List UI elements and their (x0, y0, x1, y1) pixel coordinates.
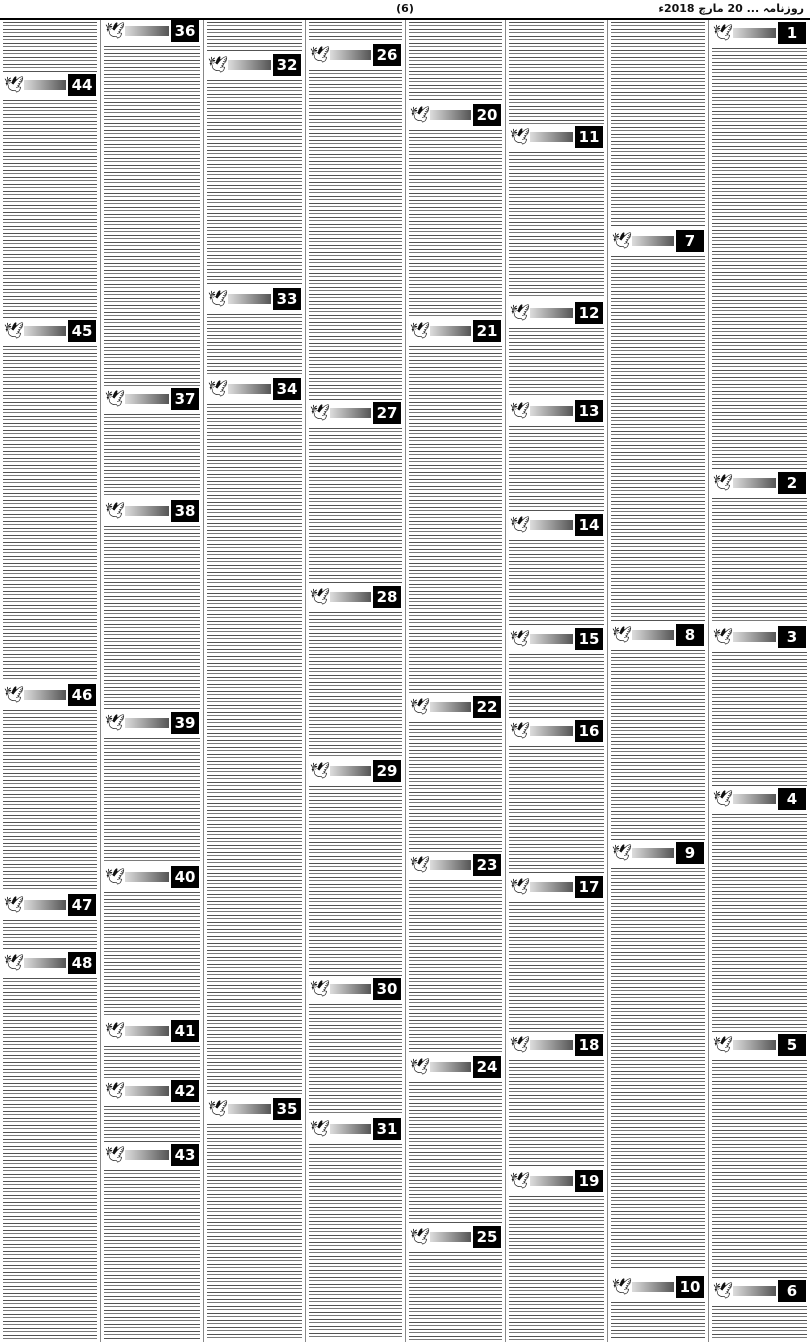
question-number: 30 (373, 978, 401, 1000)
question-number: 23 (473, 854, 501, 876)
question-number: 29 (373, 760, 401, 782)
answer-text (712, 814, 807, 1032)
heading-gradient-bar (733, 794, 776, 804)
question-heading (408, 1226, 503, 1250)
question-heading (103, 1080, 201, 1104)
column-6 (204, 20, 305, 1342)
answer-text (712, 498, 807, 624)
question-number: 4 (778, 788, 806, 810)
question-number: 15 (575, 628, 603, 650)
question-heading (206, 54, 303, 78)
bird-icon: 🕊 (208, 289, 229, 308)
answer-text (509, 746, 604, 874)
question-heading (2, 74, 98, 98)
question-number: 2 (778, 472, 806, 494)
question-number: 21 (473, 320, 501, 342)
bird-icon: 🕊 (410, 321, 431, 340)
bird-icon: 🕊 (510, 515, 531, 534)
answer-text (409, 1082, 502, 1224)
answer-text (509, 1060, 604, 1168)
heading-gradient-bar (330, 766, 371, 776)
answer-text (409, 1252, 502, 1340)
answer-text (611, 1302, 705, 1340)
question-heading (308, 1118, 403, 1142)
heading-gradient-bar (330, 592, 371, 602)
bird-icon: 🕊 (105, 867, 126, 886)
question-heading (508, 126, 605, 150)
answer-text (712, 1060, 807, 1278)
bird-icon: 🕊 (4, 953, 25, 972)
page-number: (6) (396, 2, 414, 15)
answer-text (3, 978, 97, 1340)
answer-text (409, 130, 502, 318)
heading-gradient-bar (24, 690, 66, 700)
answer-text (409, 880, 502, 1054)
answer-text (309, 1144, 402, 1340)
bird-icon: 🕊 (713, 1281, 734, 1300)
question-heading (206, 288, 303, 312)
heading-gradient-bar (125, 26, 169, 36)
date-line: روزنامہ ... 20 مارچ 2018ء (658, 2, 804, 15)
question-heading (103, 866, 201, 890)
heading-gradient-bar (125, 1150, 169, 1160)
heading-gradient-bar (430, 860, 471, 870)
bird-icon: 🕊 (208, 55, 229, 74)
question-number: 24 (473, 1056, 501, 1078)
answer-text (309, 612, 402, 758)
heading-gradient-bar (530, 308, 573, 318)
heading-gradient-bar (430, 1232, 471, 1242)
column-2 (608, 20, 708, 1342)
heading-gradient-bar (430, 1062, 471, 1072)
question-heading (711, 1034, 808, 1058)
bird-icon: 🕊 (105, 21, 126, 40)
question-heading (103, 500, 201, 524)
question-heading (711, 626, 808, 650)
question-number: 27 (373, 402, 401, 424)
bird-icon: 🕊 (612, 625, 633, 644)
answer-text (104, 892, 200, 1018)
bird-icon: 🕊 (4, 895, 25, 914)
answer-text (104, 1170, 200, 1340)
bird-icon: 🕊 (208, 1099, 229, 1118)
question-heading (103, 712, 201, 736)
heading-gradient-bar (125, 506, 169, 516)
answer-text (309, 70, 402, 400)
question-heading (308, 760, 403, 784)
question-heading (610, 230, 706, 254)
question-number: 37 (171, 388, 199, 410)
question-heading (103, 1144, 201, 1168)
answer-text (611, 650, 705, 840)
heading-gradient-bar (125, 718, 169, 728)
heading-gradient-bar (228, 1104, 271, 1114)
bird-icon: 🕊 (510, 877, 531, 896)
question-heading (103, 1020, 201, 1044)
answer-text (309, 786, 402, 976)
question-heading (408, 320, 503, 344)
question-number: 45 (68, 320, 96, 342)
answer-text (712, 1306, 807, 1340)
answer-text (3, 346, 97, 682)
bird-icon: 🕊 (713, 627, 734, 646)
question-heading (508, 302, 605, 326)
heading-gradient-bar (24, 900, 66, 910)
bird-icon: 🕊 (105, 1081, 126, 1100)
question-number: 44 (68, 74, 96, 96)
column-5 (306, 20, 405, 1342)
heading-gradient-bar (530, 634, 573, 644)
bird-icon: 🕊 (208, 379, 229, 398)
heading-gradient-bar (530, 132, 573, 142)
question-heading (308, 978, 403, 1002)
question-number: 41 (171, 1020, 199, 1042)
heading-gradient-bar (632, 630, 674, 640)
question-heading (610, 1276, 706, 1300)
answer-text (104, 738, 200, 864)
question-heading (2, 684, 98, 708)
question-number: 18 (575, 1034, 603, 1056)
heading-gradient-bar (430, 110, 471, 120)
question-heading (610, 624, 706, 648)
answer-text (207, 314, 302, 376)
question-number: 3 (778, 626, 806, 648)
bird-icon: 🕊 (310, 1119, 331, 1138)
question-heading (103, 20, 201, 44)
question-heading (206, 378, 303, 402)
answer-text (207, 404, 302, 1096)
heading-gradient-bar (24, 326, 66, 336)
answer-text (309, 22, 402, 42)
heading-gradient-bar (125, 394, 169, 404)
heading-gradient-bar (24, 958, 66, 968)
answer-text (104, 526, 200, 710)
answer-text (3, 100, 97, 318)
bird-icon: 🕊 (310, 761, 331, 780)
question-heading (508, 876, 605, 900)
answer-text (207, 80, 302, 286)
question-heading (508, 1034, 605, 1058)
question-heading (508, 1170, 605, 1194)
question-heading (2, 952, 98, 976)
question-number: 12 (575, 302, 603, 324)
bird-icon: 🕊 (410, 855, 431, 874)
answer-text (509, 328, 604, 398)
bird-icon: 🕊 (310, 45, 331, 64)
heading-gradient-bar (632, 848, 674, 858)
masthead-strip (0, 0, 810, 20)
heading-gradient-bar (330, 1124, 371, 1134)
heading-gradient-bar (733, 28, 776, 38)
bird-icon: 🕊 (713, 473, 734, 492)
column-7 (101, 20, 203, 1342)
answer-text (3, 22, 97, 72)
heading-gradient-bar (632, 236, 674, 246)
answer-text (409, 22, 502, 102)
heading-gradient-bar (733, 632, 776, 642)
heading-gradient-bar (430, 326, 471, 336)
question-number: 39 (171, 712, 199, 734)
answer-text (3, 710, 97, 892)
bird-icon: 🕊 (105, 713, 126, 732)
question-number: 40 (171, 866, 199, 888)
bird-icon: 🕊 (612, 1277, 633, 1296)
answer-text (509, 22, 604, 124)
question-heading (308, 586, 403, 610)
question-number: 26 (373, 44, 401, 66)
bird-icon: 🕊 (612, 843, 633, 862)
heading-gradient-bar (228, 384, 271, 394)
answer-text (409, 346, 502, 694)
bird-icon: 🕊 (510, 629, 531, 648)
answer-text (611, 22, 705, 228)
answer-text (509, 902, 604, 1032)
heading-gradient-bar (530, 1040, 573, 1050)
answer-text (611, 868, 705, 1268)
heading-gradient-bar (24, 80, 66, 90)
question-heading (408, 696, 503, 720)
question-number: 7 (676, 230, 704, 252)
question-number: 28 (373, 586, 401, 608)
question-heading (308, 44, 403, 68)
bird-icon: 🕊 (510, 721, 531, 740)
heading-gradient-bar (530, 882, 573, 892)
question-number: 16 (575, 720, 603, 742)
heading-gradient-bar (632, 1282, 674, 1292)
answer-text (712, 652, 807, 786)
question-number: 9 (676, 842, 704, 864)
question-number: 20 (473, 104, 501, 126)
answer-text (509, 152, 604, 298)
bird-icon: 🕊 (510, 1035, 531, 1054)
heading-gradient-bar (530, 726, 573, 736)
answer-text (509, 1196, 604, 1340)
question-number: 6 (778, 1280, 806, 1302)
bird-icon: 🕊 (4, 75, 25, 94)
bird-icon: 🕊 (310, 403, 331, 422)
question-number: 13 (575, 400, 603, 422)
column-8 (0, 20, 100, 1342)
question-heading (308, 402, 403, 426)
heading-gradient-bar (125, 872, 169, 882)
heading-gradient-bar (530, 406, 573, 416)
bird-icon: 🕊 (410, 697, 431, 716)
answer-text (409, 722, 502, 852)
heading-gradient-bar (733, 478, 776, 488)
answer-text (104, 46, 200, 386)
question-number: 38 (171, 500, 199, 522)
bird-icon: 🕊 (410, 105, 431, 124)
answer-text (309, 1004, 402, 1116)
bird-icon: 🕊 (310, 587, 331, 606)
question-number: 42 (171, 1080, 199, 1102)
column-4 (406, 20, 505, 1342)
question-number: 36 (171, 20, 199, 42)
bird-icon: 🕊 (105, 1145, 126, 1164)
question-number: 22 (473, 696, 501, 718)
answer-text (3, 920, 97, 950)
question-heading (2, 320, 98, 344)
question-number: 25 (473, 1226, 501, 1248)
question-number: 33 (273, 288, 301, 310)
question-number: 43 (171, 1144, 199, 1166)
question-heading (610, 842, 706, 866)
question-heading (103, 388, 201, 412)
heading-gradient-bar (530, 1176, 573, 1186)
heading-gradient-bar (733, 1286, 776, 1296)
question-number: 14 (575, 514, 603, 536)
column-3 (506, 20, 607, 1342)
question-heading (711, 472, 808, 496)
bird-icon: 🕊 (4, 685, 25, 704)
question-number: 17 (575, 876, 603, 898)
question-number: 1 (778, 22, 806, 44)
heading-gradient-bar (330, 50, 371, 60)
bird-icon: 🕊 (713, 23, 734, 42)
question-heading (508, 400, 605, 424)
question-number: 10 (676, 1276, 704, 1298)
question-number: 35 (273, 1098, 301, 1120)
heading-gradient-bar (228, 294, 271, 304)
bird-icon: 🕊 (310, 979, 331, 998)
question-number: 34 (273, 378, 301, 400)
answer-text (309, 428, 402, 584)
heading-gradient-bar (330, 984, 371, 994)
bird-icon: 🕊 (4, 321, 25, 340)
question-heading (408, 854, 503, 878)
answer-text (104, 1106, 200, 1142)
question-number: 5 (778, 1034, 806, 1056)
bird-icon: 🕊 (510, 1171, 531, 1190)
question-number: 11 (575, 126, 603, 148)
question-heading (408, 104, 503, 128)
answer-text (712, 48, 807, 470)
answer-text (509, 654, 604, 718)
question-heading (508, 628, 605, 652)
bird-icon: 🕊 (105, 501, 126, 520)
question-number: 47 (68, 894, 96, 916)
bird-icon: 🕊 (612, 231, 633, 250)
question-heading (508, 720, 605, 744)
question-heading (206, 1098, 303, 1122)
question-number: 48 (68, 952, 96, 974)
bird-icon: 🕊 (510, 303, 531, 322)
heading-gradient-bar (125, 1086, 169, 1096)
heading-gradient-bar (228, 60, 271, 70)
heading-gradient-bar (733, 1040, 776, 1050)
bird-icon: 🕊 (105, 389, 126, 408)
question-heading (711, 1280, 808, 1304)
answer-text (104, 414, 200, 498)
heading-gradient-bar (330, 408, 371, 418)
answer-text (509, 426, 604, 512)
heading-gradient-bar (125, 1026, 169, 1036)
bird-icon: 🕊 (713, 789, 734, 808)
question-heading (711, 22, 808, 46)
answer-text (207, 22, 302, 52)
heading-gradient-bar (530, 520, 573, 530)
bird-icon: 🕊 (105, 1021, 126, 1040)
question-heading (408, 1056, 503, 1080)
heading-gradient-bar (430, 702, 471, 712)
question-number: 19 (575, 1170, 603, 1192)
answer-text (207, 1124, 302, 1340)
column-1 (709, 20, 810, 1342)
bird-icon: 🕊 (510, 127, 531, 146)
answer-text (611, 256, 705, 622)
question-number: 32 (273, 54, 301, 76)
answer-text (509, 540, 604, 626)
answer-text (104, 1046, 200, 1078)
bird-icon: 🕊 (713, 1035, 734, 1054)
question-heading (508, 514, 605, 538)
question-heading (2, 894, 98, 918)
bird-icon: 🕊 (410, 1057, 431, 1076)
question-number: 31 (373, 1118, 401, 1140)
question-number: 8 (676, 624, 704, 646)
question-number: 46 (68, 684, 96, 706)
question-heading (711, 788, 808, 812)
bird-icon: 🕊 (410, 1227, 431, 1246)
bird-icon: 🕊 (510, 401, 531, 420)
